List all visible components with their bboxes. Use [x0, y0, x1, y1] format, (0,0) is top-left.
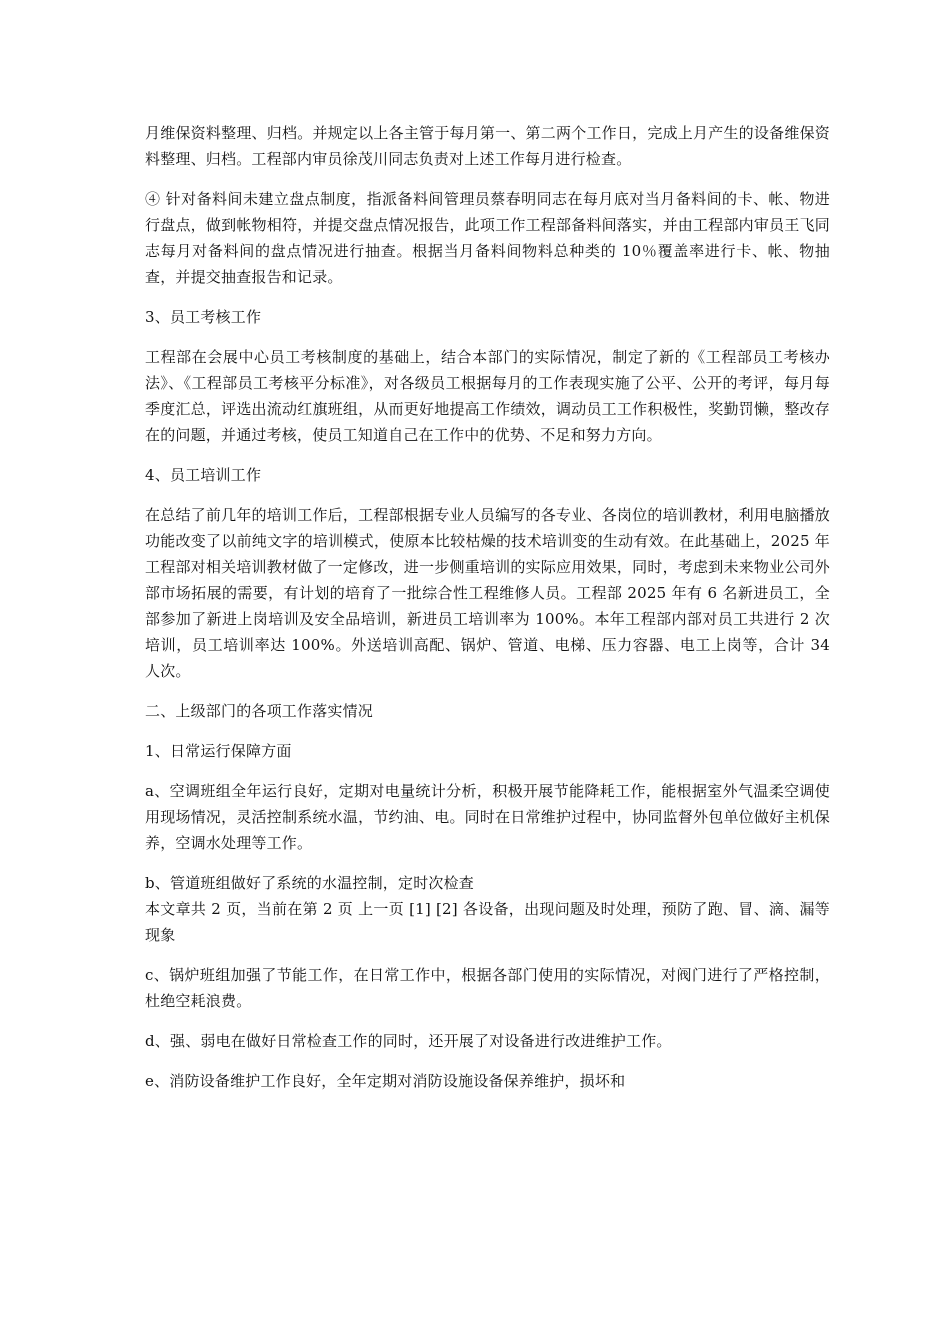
paragraph-staff-assessment: 工程部在会展中心员工考核制度的基础上，结合本部门的实际情况，制定了新的《工程部员工考核办法》、《工程部员工考核平分标准》，对各级员工根据每月的工作表现实施了公平、公开的考评，每月每季度汇总，评选出流动红旗班组，从而更好地提高工作绩效，调动员工工作积极性，奖勤罚懒，整改存在的问题，并通过考核，使员工知道自己在工作中的优势、不足和努力方向。: [145, 348, 830, 444]
heading-daily-operation: 1、日常运行保障方面: [145, 742, 292, 760]
heading-staff-training: 4、员工培训工作: [145, 466, 262, 484]
paragraph-archive-check: 月维保资料整理、归档。并规定以上各主管于每月第一、第二两个工作日，完成上月产生的设备维保资料整理、归档。工程部内审员徐茂川同志负责对上述工作每月进行检查。: [145, 124, 830, 168]
paragraph-item-b: b、管道班组做好了系统的水温控制，定时次检查: [145, 874, 475, 892]
paragraph-inventory-check: ④ 针对备料间未建立盘点制度，指派备料间管理员蔡春明同志在每月底对当月备料间的卡、帐、物进行盘点，做到帐物相符，并提交盘点情况报告，此项工作工程部备料间落实，并由工程部内审员王飞同志每月对备料间的盘点情况进行抽查。根据当月备料间物料总种类的 10％覆盖率进行卡、帐、物抽查，并提交抽查报告和记录。: [145, 190, 830, 286]
paragraph-item-a: a、空调班组全年运行良好，定期对电量统计分析，积极开展节能降耗工作，能根据室外气温柔空调使用现场情况，灵活控制系统水温，节约油、电。同时在日常维护过程中，协同监督外包单位做好主机保养，空调水处理等工作。: [145, 782, 830, 852]
paragraph-staff-training: 在总结了前几年的培训工作后，工程部根据专业人员编写的各专业、各岗位的培训教材，利用电脑播放功能改变了以前纯文字的培训模式，使原本比较枯燥的技术培训变的生动有效。在此基础上，2025 年工程部对相关培训教材做了一定修改，进一步侧重培训的实际应用效果，同时，考虑到未来物业公司外部市场拓展的需要，有计划的培育了一批综合性工程维修人员。工程部 2025 年有 6 名新进员工，全部参加了新进上岗培训及安全品培训，新进员工培训率为 100%。本年工程部内部对员工共进行 2 次培训，员工培训率达 100%。外送培训高配、锅炉、管道、电梯、压力容器、电工上岗等，合计 34 人次。: [145, 506, 830, 680]
paragraph-item-d: d、强、弱电在做好日常检查工作的同时，还开展了对设备进行改进维护工作。: [145, 1032, 672, 1050]
paragraph-page-navigation: 本文章共 2 页，当前在第 2 页 上一页 [1] [2] 各设备，出现问题及时处理，预防了跑、冒、滴、漏等现象: [145, 900, 830, 944]
document-page: [145, 120, 830, 1108]
paragraph-item-e: e、消防设备维护工作良好，全年定期对消防设施设备保养维护，损坏和: [145, 1072, 626, 1090]
paragraph-item-c: c、锅炉班组加强了节能工作，在日常工作中，根据各部门使用的实际情况，对阀门进行了严格控制，杜绝空耗浪费。: [145, 966, 830, 1010]
heading-staff-assessment: 3、员工考核工作: [145, 308, 262, 326]
heading-section-two: 二、上级部门的各项工作落实情况: [145, 702, 374, 720]
